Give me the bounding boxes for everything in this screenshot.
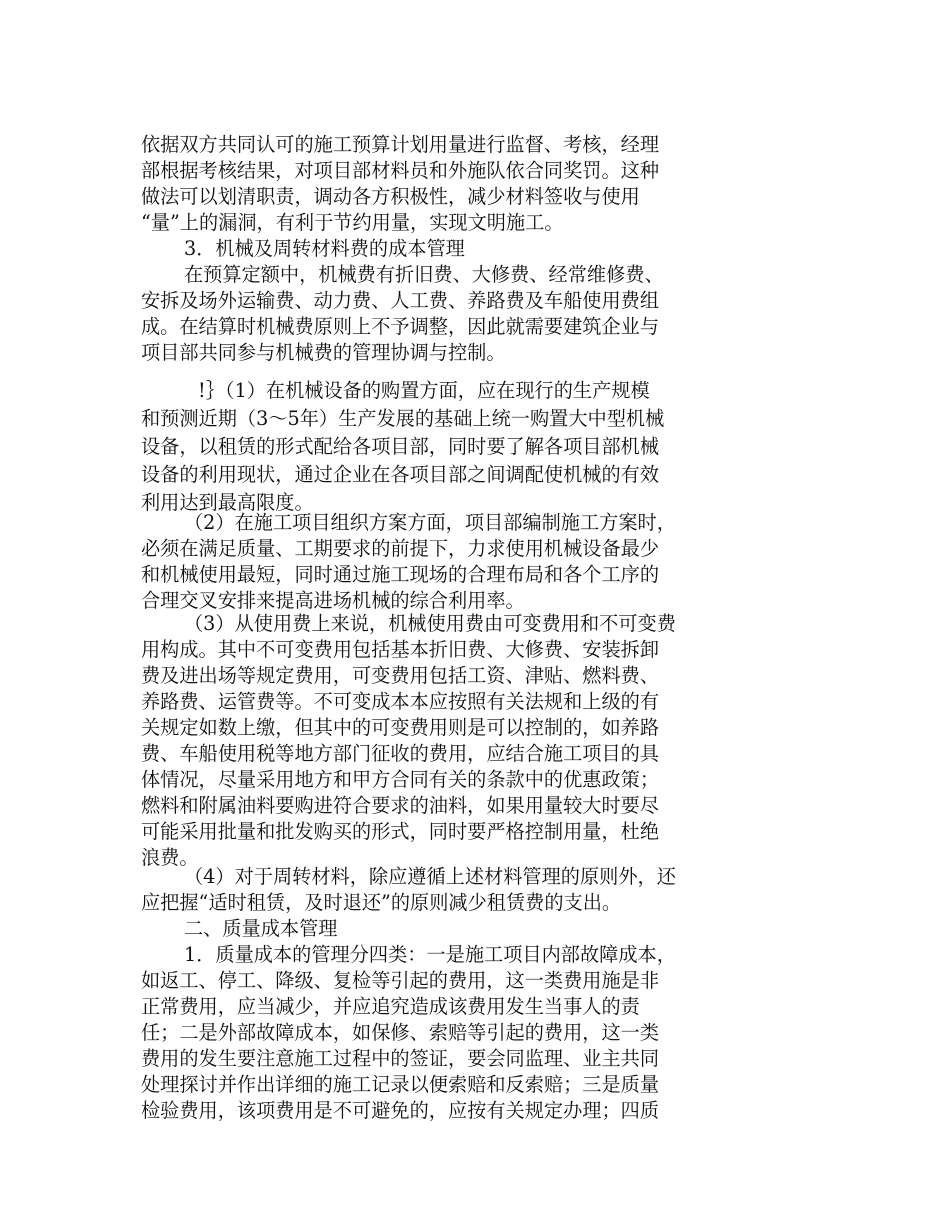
text-line: 应把握“适时租赁，及时退还”的原则减少租赁费的支出。 (141, 891, 622, 914)
text-line: 设备，以租赁的形式配给各项目部，同时要了解各项目部机械 (141, 435, 660, 458)
text-line: !｝（1）在机械设备的购置方面，应在现行的生产规模 (198, 379, 650, 402)
text-line: 做法可以划清职责，调动各方积极性，减少材料签收与使用 (141, 185, 640, 208)
text-line: 费及进出场等规定费用，可变费用包括工资、津贴、燃料费、 (141, 664, 660, 687)
text-line: 费用的发生要注意施工过程中的签证，要会同监理、业主共同 (141, 1047, 660, 1070)
text-line: 部根据考核结果，对项目部材料员和外施队依合同奖罚。这种 (141, 159, 660, 182)
text-line: “量”上的漏洞，有利于节约用量，实现文明施工。 (141, 211, 564, 234)
text-line: 成。在结算时机械费原则上不予调整，因此就需要建筑企业与 (141, 315, 660, 338)
text-line: 利用达到最高限度。 (141, 491, 314, 514)
text-line: 必须在满足质量、工期要求的前提下，力求使用机械设备最少 (141, 537, 660, 560)
text-line: 项目部共同参与机械费的管理协调与控制。 (141, 341, 506, 364)
text-line: 养路费、运管费等。不可变成本本应按照有关法规和上级的有 (141, 690, 660, 713)
text-line: 和预测近期（3～5年）生产发展的基础上统一购置大中型机械 (141, 407, 665, 430)
text-line: 燃料和附属油料要购进符合要求的油料，如果用量较大时要尽 (141, 794, 660, 817)
text-line: 费、车船使用税等地方部门征收的费用，应结合施工项目的具 (141, 742, 660, 765)
text-line: 如返工、停工、降级、复检等引起的费用，这一类费用施是非 (141, 969, 660, 992)
text-line: 1．质量成本的管理分四类：一是施工项目内部故障成本， (184, 943, 676, 966)
text-line: 设备的利用现状，通过企业在各项目部之间调配使机械的有效 (141, 463, 660, 486)
text-line: （2）在施工项目组织方案方面，项目部编制施工方案时， (184, 511, 676, 534)
text-line: 处理探讨并作出详细的施工记录以便索赔和反索赔；三是质量 (141, 1073, 660, 1096)
text-line: 依据双方共同认可的施工预算计划用量进行监督、考核，经理 (141, 133, 660, 156)
text-line: 任；二是外部故障成本，如保修、索赔等引起的费用，这一类 (141, 1021, 660, 1044)
text-line: （4）对于周转材料，除应遵循上述材料管理的原则外，还 (184, 865, 676, 888)
text-line: 用构成。其中不可变费用包括基本折旧费、大修费、安装拆卸 (141, 638, 660, 661)
text-line: 关规定如数上缴，但其中的可变费用则是可以控制的，如养路 (141, 716, 660, 739)
text-line: 浪费。 (141, 846, 199, 869)
section-heading: 二、质量成本管理 (184, 917, 338, 940)
text-line: 和机械使用最短，同时通过施工现场的合理布局和各个工序的 (141, 563, 660, 586)
text-line: 检验费用，该项费用是不可避免的，应按有关规定办理；四质 (141, 1099, 660, 1122)
text-line: 体情况，尽量采用地方和甲方合同有关的条款中的优惠政策； (141, 768, 660, 791)
text-line: 安拆及场外运输费、动力费、人工费、养路费及车船使用费组 (141, 289, 660, 312)
text-line: 正常费用，应当减少，并应追究造成该费用发生当事人的责 (141, 995, 640, 1018)
section-heading: 3．机械及周转材料费的成本管理 (184, 237, 465, 260)
text-line: （3）从使用费上来说，机械使用费由可变费用和不可变费 (184, 612, 676, 635)
text-line: 在预算定额中，机械费有折旧费、大修费、经常维修费、 (184, 263, 664, 286)
text-line: 合理交叉安排来提高进场机械的综合利用率。 (141, 589, 525, 612)
text-line: 可能采用批量和批发购买的形式，同时要严格控制用量，杜绝 (141, 820, 660, 843)
